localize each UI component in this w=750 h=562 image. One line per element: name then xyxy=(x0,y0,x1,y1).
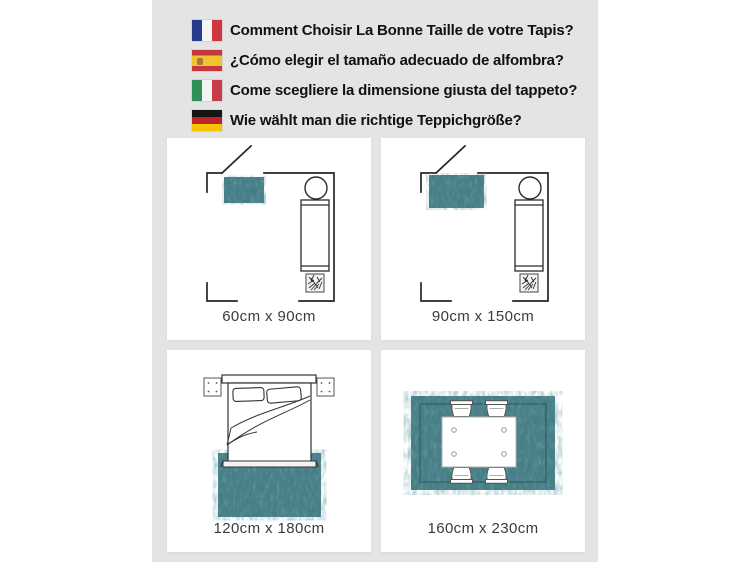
size-label: 160cm x 230cm xyxy=(427,520,539,537)
headboard xyxy=(222,375,316,383)
plant-icon xyxy=(520,274,538,292)
round-table-icon xyxy=(519,177,541,199)
size-card-grid xyxy=(167,138,585,552)
question-text-es: ¿Cómo elegir el tamaño adecuado de alfombra? xyxy=(230,52,564,69)
spain-flag-icon xyxy=(192,50,222,71)
size-label: 90cm x 150cm xyxy=(431,308,535,325)
size-card-60x90 xyxy=(167,138,371,340)
chair-icon xyxy=(451,401,473,417)
bed-icon xyxy=(515,200,543,271)
size-card-120x180 xyxy=(167,350,371,552)
pillow-right xyxy=(266,387,301,404)
nightstand-left-icon xyxy=(204,378,221,396)
round-table-icon xyxy=(305,177,327,199)
france-flag-icon xyxy=(192,20,222,41)
question-row-de xyxy=(192,110,577,131)
chair-icon xyxy=(451,468,473,484)
spain-emblem-icon xyxy=(197,58,203,65)
question-text-it: Come scegliere la dimensione giusta del tappeto? xyxy=(230,82,578,99)
size-card-160x230 xyxy=(381,350,585,552)
size-label: 60cm x 90cm xyxy=(222,308,316,325)
bed-icon xyxy=(301,200,329,271)
size-card-90x150 xyxy=(381,138,585,340)
question-row-it xyxy=(192,80,577,101)
size-label: 120cm x 180cm xyxy=(213,520,325,537)
question-text-de: Wie wählt man die richtige Teppichgröße? xyxy=(230,112,522,129)
question-row-fr xyxy=(192,20,577,41)
chair-icon xyxy=(486,468,508,484)
bed-icon xyxy=(221,375,319,467)
rug-90x150 xyxy=(429,175,484,208)
question-text-fr: Comment Choisir La Bonne Taille de votre Tapis? xyxy=(230,22,574,39)
footboard xyxy=(223,461,316,467)
chair-icon xyxy=(486,401,508,417)
dining-table-icon xyxy=(442,417,516,467)
door-swing-line xyxy=(436,146,465,173)
language-questions xyxy=(192,20,577,131)
pillow-left xyxy=(233,387,264,401)
door-swing-line xyxy=(222,146,251,173)
infographic-panel xyxy=(152,0,598,562)
plant-icon xyxy=(306,274,324,292)
question-row-es xyxy=(192,50,577,71)
germany-flag-icon xyxy=(192,110,222,131)
nightstand-right-icon xyxy=(317,378,334,396)
italy-flag-icon xyxy=(192,80,222,101)
rug-60x90 xyxy=(224,177,264,203)
